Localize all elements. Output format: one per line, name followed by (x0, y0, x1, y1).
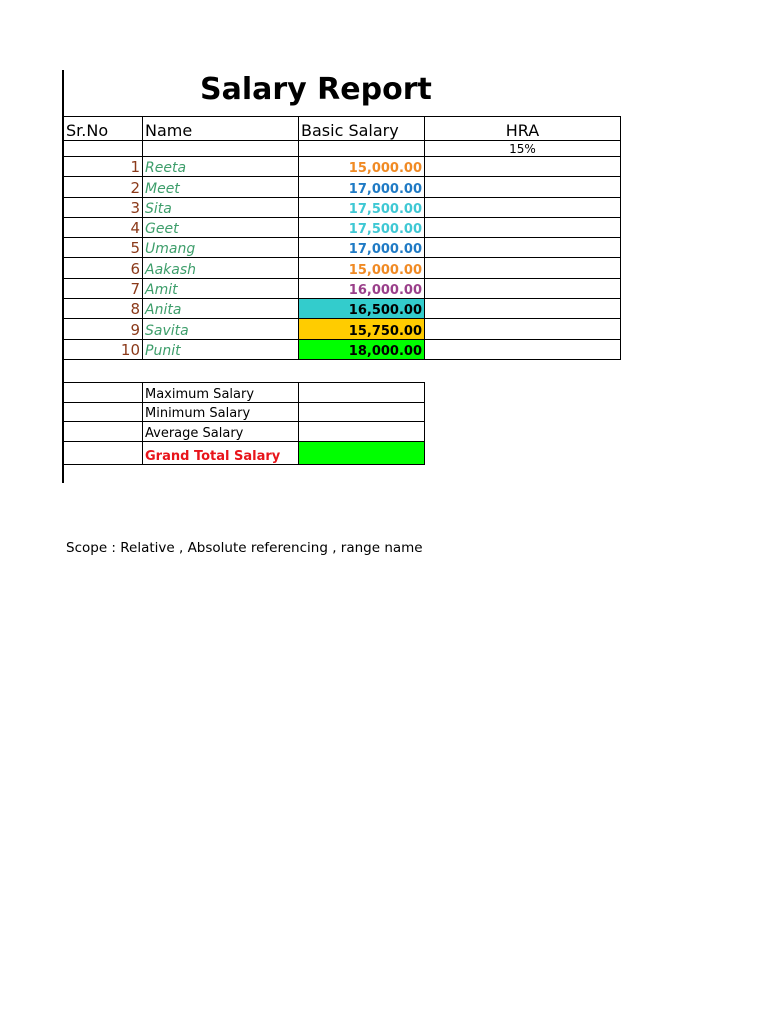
hra-cell[interactable] (425, 339, 621, 359)
name-cell[interactable]: Umang (143, 238, 299, 258)
basic-salary-cell[interactable]: 16,500.00 (299, 299, 425, 319)
empty-cell[interactable] (64, 383, 143, 403)
name-cell[interactable]: Punit (143, 339, 299, 359)
hra-rate-row (64, 141, 621, 157)
basic-salary-cell[interactable]: 18,000.00 (299, 339, 425, 359)
name-cell[interactable]: Amit (143, 278, 299, 298)
basic-salary-cell[interactable]: 17,500.00 (299, 217, 425, 237)
sr-no-cell[interactable]: 3 (64, 197, 143, 217)
name-cell[interactable]: Anita (143, 299, 299, 319)
table-row (64, 238, 621, 258)
max-salary-label[interactable]: Maximum Salary (143, 383, 299, 403)
hra-cell[interactable] (425, 319, 621, 339)
sr-no-cell[interactable]: 5 (64, 238, 143, 258)
table-row (64, 197, 621, 217)
basic-salary-cell[interactable]: 17,500.00 (299, 197, 425, 217)
table-row (64, 217, 621, 237)
avg-salary-value[interactable] (299, 422, 425, 442)
empty-cell[interactable] (64, 141, 143, 157)
summary-table (63, 382, 425, 465)
hra-rate-cell[interactable]: 15% (425, 141, 621, 157)
sr-no-cell[interactable]: 9 (64, 319, 143, 339)
grand-total-value[interactable] (299, 441, 425, 464)
table-row (64, 278, 621, 298)
hra-cell[interactable] (425, 278, 621, 298)
empty-cell[interactable] (299, 141, 425, 157)
page-title: Salary Report (200, 72, 432, 107)
name-cell[interactable]: Geet (143, 217, 299, 237)
sr-no-cell[interactable]: 8 (64, 299, 143, 319)
basic-salary-cell[interactable]: 15,000.00 (299, 258, 425, 278)
table-row (64, 177, 621, 197)
sr-no-cell[interactable]: 1 (64, 157, 143, 177)
table-row (64, 299, 621, 319)
sr-no-cell[interactable]: 7 (64, 278, 143, 298)
empty-cell[interactable] (143, 141, 299, 157)
basic-salary-cell[interactable]: 15,000.00 (299, 157, 425, 177)
header-srno[interactable]: Sr.No (64, 117, 143, 141)
hra-cell[interactable] (425, 157, 621, 177)
header-row (64, 117, 621, 141)
summary-row-avg (64, 422, 425, 442)
empty-cell[interactable] (64, 402, 143, 422)
hra-cell[interactable] (425, 238, 621, 258)
table-row (64, 258, 621, 278)
basic-salary-cell[interactable]: 17,000.00 (299, 238, 425, 258)
sr-no-cell[interactable]: 6 (64, 258, 143, 278)
max-salary-value[interactable] (299, 383, 425, 403)
empty-cell[interactable] (64, 422, 143, 442)
avg-salary-label[interactable]: Average Salary (143, 422, 299, 442)
name-cell[interactable]: Savita (143, 319, 299, 339)
summary-row-min (64, 402, 425, 422)
summary-row-max (64, 383, 425, 403)
min-salary-value[interactable] (299, 402, 425, 422)
header-basic-salary[interactable]: Basic Salary (299, 117, 425, 141)
basic-salary-cell[interactable]: 16,000.00 (299, 278, 425, 298)
table-row (64, 319, 621, 339)
sr-no-cell[interactable]: 2 (64, 177, 143, 197)
summary-row-grand-total (64, 441, 425, 464)
empty-cell[interactable] (64, 441, 143, 464)
hra-cell[interactable] (425, 299, 621, 319)
header-hra[interactable]: HRA (425, 117, 621, 141)
table-row (64, 339, 621, 359)
hra-cell[interactable] (425, 258, 621, 278)
name-cell[interactable]: Aakash (143, 258, 299, 278)
basic-salary-cell[interactable]: 15,750.00 (299, 319, 425, 339)
sr-no-cell[interactable]: 10 (64, 339, 143, 359)
name-cell[interactable]: Meet (143, 177, 299, 197)
table-row (64, 157, 621, 177)
salary-table (63, 116, 621, 360)
min-salary-label[interactable]: Minimum Salary (143, 402, 299, 422)
name-cell[interactable]: Reeta (143, 157, 299, 177)
basic-salary-cell[interactable]: 17,000.00 (299, 177, 425, 197)
hra-cell[interactable] (425, 217, 621, 237)
hra-cell[interactable] (425, 177, 621, 197)
grand-total-label[interactable]: Grand Total Salary (143, 441, 299, 464)
scope-note: Scope : Relative , Absolute referencing , range name (66, 540, 423, 556)
header-name[interactable]: Name (143, 117, 299, 141)
sr-no-cell[interactable]: 4 (64, 217, 143, 237)
hra-cell[interactable] (425, 197, 621, 217)
name-cell[interactable]: Sita (143, 197, 299, 217)
